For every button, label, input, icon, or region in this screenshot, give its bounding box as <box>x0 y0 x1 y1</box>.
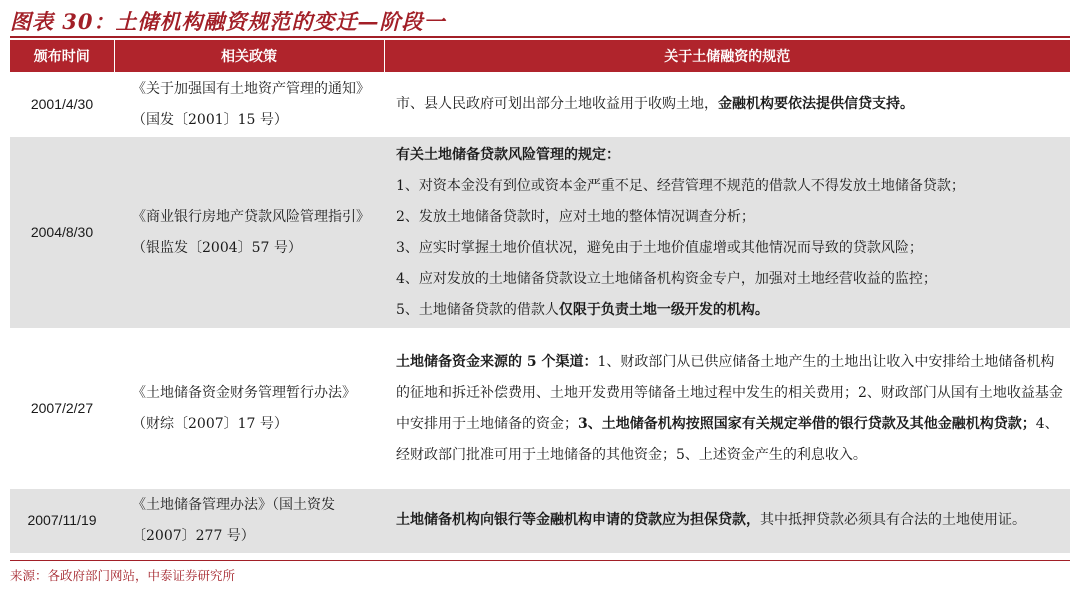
rule-item: 2、发放土地储备贷款时，应对土地的整体情况调查分析； <box>396 208 755 225</box>
row-policy <box>114 489 384 553</box>
rule-bold-text: 金融机构要依法提供信贷支持。 <box>718 96 914 112</box>
rule-item: 3、应实时掌握土地价值状况，避免由于土地价值虚增或其他情况而导致的贷款风险； <box>396 239 923 256</box>
source-note: 来源：各政府部门网站，中泰证券研究所 <box>10 568 236 583</box>
row-rule <box>384 137 1070 329</box>
row-policy <box>114 329 384 489</box>
row-policy <box>114 73 384 137</box>
policy-text: 《商业银行房地产贷款风险管理指引》（银监发〔2004〕57 号） <box>132 208 370 256</box>
row-rule <box>384 73 1070 137</box>
rule-bold-text: 3、土地储备机构按照国家有关规定举借的银行贷款及其他金融机构贷款； <box>578 415 1036 432</box>
rule-bold-text: 土地储备资金来源的 5 个渠道： <box>396 353 598 370</box>
row-date: 2004/8/30 <box>10 137 114 329</box>
rule-item <box>396 295 1064 326</box>
table-row <box>10 489 1070 553</box>
table-header-row <box>10 40 1070 73</box>
rule-item-text: 5、土地储备贷款的借款人 <box>396 301 559 318</box>
policy-text: 《关于加强国有土地资产管理的通知》（国发〔2001〕15 号） <box>132 80 370 128</box>
row-rule <box>384 489 1070 553</box>
rule-bold-text: 土地储备机构向银行等金融机构申请的贷款应为担保贷款， <box>396 512 760 529</box>
rule-text: 4、经财政部门批准可用于土地储备的其他资金；5、上述资金产生的利息收入。 <box>396 415 1059 463</box>
row-date: 2007/2/27 <box>10 329 114 489</box>
figure-title: 图表 30：土储机构融资规范的变迁—阶段一 <box>10 9 446 34</box>
title-divider <box>10 36 1070 38</box>
row-rule <box>384 329 1070 489</box>
rule-heading: 有关土地储备贷款风险管理的规定： <box>396 146 620 163</box>
row-date: 2001/4/30 <box>10 73 114 137</box>
row-policy <box>114 137 384 329</box>
rule-text: 1、财政部门从已供应储备土地产生的土地出让收入中安排给土地储备机构的征地和拆迁补偿费用、土地开发费用等储备土地过程中发生的相关费用；2、财政部门从国有土地收益基金中安排用于土地储备的资金； <box>396 353 1063 432</box>
rule-text: 其中抵押贷款必须具有合法的土地使用证。 <box>760 512 1026 529</box>
policy-text: 《土地储备管理办法》（国土资发〔2007〕277 号） <box>132 496 335 544</box>
table-row <box>10 329 1070 489</box>
policy-table <box>10 40 1070 553</box>
rule-item-bold: 仅限于负责土地一级开发的机构。 <box>558 301 769 318</box>
policy-text: 《土地储备资金财务管理暂行办法》（财综〔2007〕17 号） <box>132 384 356 432</box>
header-policy: 相关政策 <box>114 40 384 73</box>
header-rule: 关于土储融资的规范 <box>384 40 1070 73</box>
table-row <box>10 137 1070 329</box>
rule-item: 1、对资本金没有到位或资本金严重不足、经营管理不规范的借款人不得发放土地储备贷款； <box>396 177 965 194</box>
table-row <box>10 73 1070 137</box>
rule-item: 4、应对发放的土地储备贷款设立土地储备机构资金专户，加强对土地经营收益的监控； <box>396 270 937 287</box>
header-date: 颁布时间 <box>10 40 114 73</box>
bottom-divider <box>10 560 1070 561</box>
rule-text: 市、县人民政府可划出部分土地收益用于收购土地， <box>396 96 718 112</box>
row-date: 2007/11/19 <box>10 489 114 553</box>
